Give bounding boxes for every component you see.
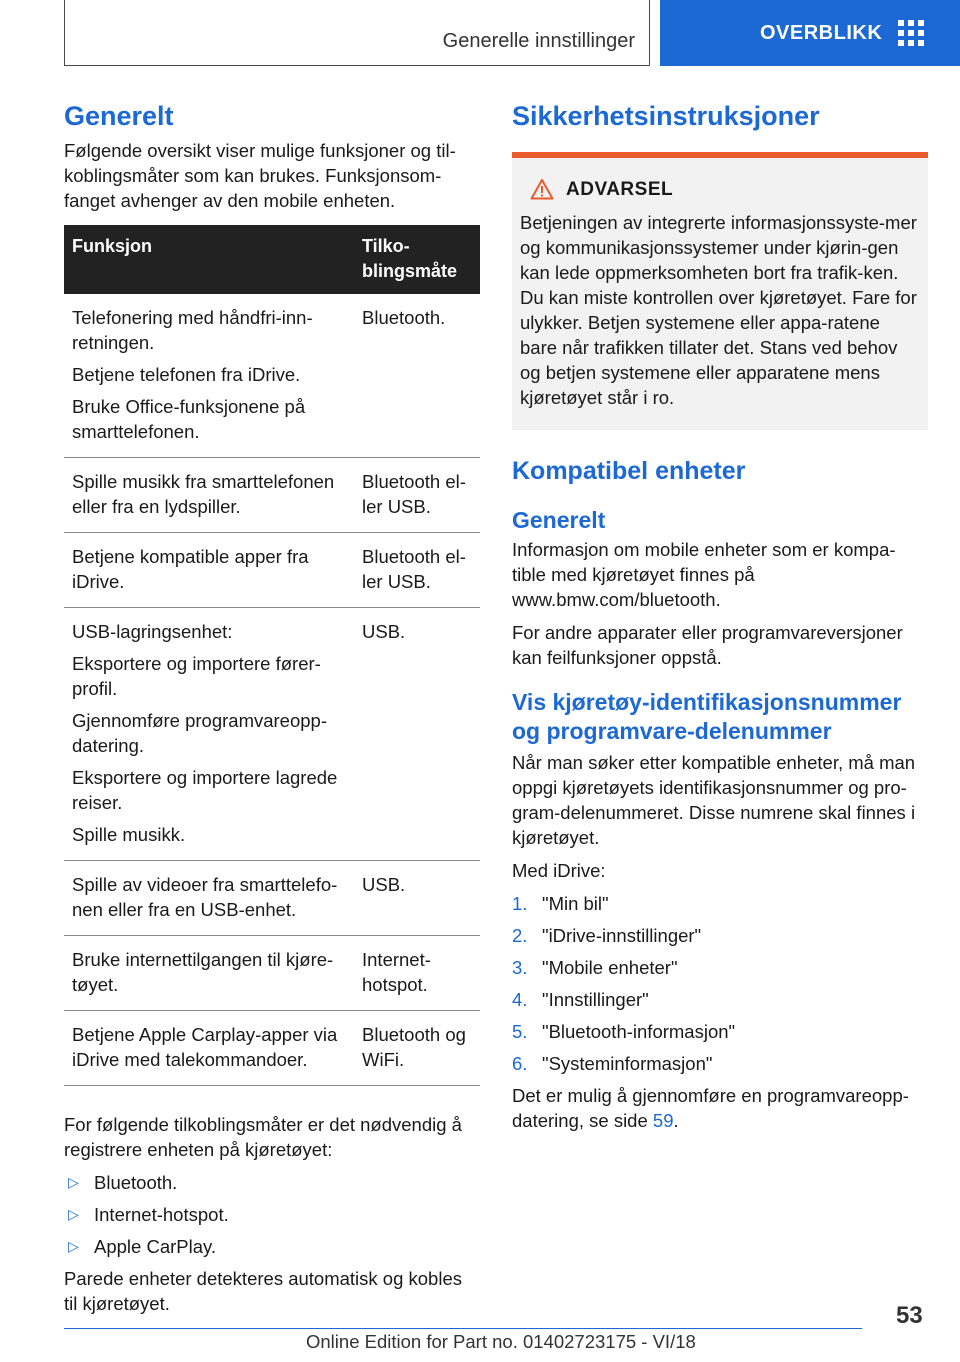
table-body bbox=[64, 294, 480, 1086]
triangle-bullet-icon: ▷ bbox=[68, 1174, 79, 1191]
function-cell bbox=[64, 861, 354, 936]
function-text: Bruke internettilgangen til kjøre-tøyet. bbox=[72, 949, 334, 996]
warning-box bbox=[512, 152, 928, 430]
section-title: Generelle innstillinger bbox=[442, 30, 635, 52]
triangle-bullet-icon: ▷ bbox=[68, 1238, 79, 1255]
function-cell bbox=[64, 936, 354, 1011]
right-column bbox=[512, 100, 928, 1133]
connection-cell: Bluetooth. bbox=[354, 294, 480, 458]
function-cell bbox=[64, 608, 354, 861]
update-text: Det er mulig å gjennomføre en programvareopp-datering, se side 59. bbox=[512, 1084, 909, 1131]
function-text: Eksportere og importere lagrede reiser. bbox=[72, 767, 338, 814]
table-row bbox=[64, 861, 480, 936]
info-text-1: Informasjon om mobile enheter som er kompa-tible med kjøretøyet finnes på www.bmw.com/bluetooth. bbox=[512, 539, 896, 611]
closing-text: Parede enheter detekteres automatisk og kobles til kjøretøyet. bbox=[64, 1268, 462, 1315]
function-cell bbox=[64, 458, 354, 533]
list-item bbox=[512, 923, 928, 948]
col-header-connection: Tilko-blingsmåte bbox=[354, 225, 480, 294]
warning-text: Betjeningen av integrerte informasjonssyste-mer og kommunikasjonssystemer under kjørin-gen kan lede oppmerksomheten bort fra trafik-ken. Du kan miste kontrollen over kjøretøyet. Fare for ulykker. Betjen systemene eller appa-ratene bare når trafikken tillater det. Stans ved behov og betjen systemene eller apparatene mens kjøretøyet står i ro. bbox=[520, 212, 917, 409]
function-cell bbox=[64, 533, 354, 608]
connection-cell: Bluetooth el-ler USB. bbox=[354, 458, 480, 533]
triangle-bullet-icon: ▷ bbox=[68, 1206, 79, 1223]
header-section-box bbox=[64, 0, 650, 66]
table-row bbox=[64, 294, 480, 458]
step-text: "Bluetooth-informasjon" bbox=[542, 1020, 736, 1042]
compat-heading: Kompatibel enheter bbox=[512, 457, 746, 486]
function-text: Spille musikk fra smarttelefonen eller fra en lydspiller. bbox=[72, 471, 335, 518]
function-text: USB-lagringsenhet: bbox=[72, 621, 233, 643]
function-text: Betjene Apple Carplay-apper via iDrive med talekommandoer. bbox=[72, 1024, 338, 1071]
registration-text: For følgende tilkoblingsmåter er det nødvendig å registrere enheten på kjøretøyet: bbox=[64, 1114, 462, 1161]
intro-text: Følgende oversikt viser mulige funksjoner og til-koblingsmåter som kan brukes. Funksjonsom-fanget avhenger av den mobile enheten. bbox=[64, 140, 456, 212]
function-text: Eksportere og importere fører-profil. bbox=[72, 653, 321, 700]
grid-icon bbox=[898, 20, 924, 46]
function-text: Betjene telefonen fra iDrive. bbox=[72, 364, 301, 386]
edition-text: Online Edition for Part no. 01402723175 - VI/18 bbox=[306, 1331, 696, 1352]
table-row bbox=[64, 608, 480, 861]
connection-bullets bbox=[64, 1170, 480, 1259]
list-item bbox=[512, 1051, 928, 1076]
connection-cell: USB. bbox=[354, 608, 480, 861]
step-number: 5. bbox=[512, 1020, 528, 1042]
warning-triangle-icon bbox=[520, 178, 560, 202]
list-item: ▷ Internet-hotspot. bbox=[64, 1202, 480, 1227]
list-item bbox=[512, 955, 928, 980]
function-text: Telefonering med håndfri-inn-retningen. bbox=[72, 307, 313, 354]
warning-header bbox=[520, 178, 920, 202]
list-item bbox=[512, 1019, 928, 1044]
general-subheading: Generelt bbox=[512, 507, 606, 534]
step-number: 2. bbox=[512, 924, 528, 946]
list-item bbox=[512, 891, 928, 916]
function-text: Spille musikk. bbox=[72, 824, 186, 846]
warning-title: ADVARSEL bbox=[566, 179, 674, 201]
left-column bbox=[64, 100, 480, 1316]
list-item bbox=[512, 987, 928, 1012]
function-text: Spille av videoer fra smarttelefo-nen eller fra en USB-enhet. bbox=[72, 874, 338, 921]
step-number: 6. bbox=[512, 1052, 528, 1074]
function-text: Betjene kompatible apper fra iDrive. bbox=[72, 546, 309, 593]
step-text: "Min bil" bbox=[542, 892, 609, 914]
function-text: Bruke Office-funksjonene på smarttelefonen. bbox=[72, 396, 306, 443]
step-number: 1. bbox=[512, 892, 528, 914]
overview-button[interactable] bbox=[660, 0, 960, 66]
info-text-2: For andre apparater eller programvareversjoner kan feilfunksjoner oppstå. bbox=[512, 622, 903, 669]
table-header-row bbox=[64, 225, 480, 294]
connection-cell: Internet-hotspot. bbox=[354, 936, 480, 1011]
page-number: 53 bbox=[896, 1302, 923, 1329]
footer-divider bbox=[64, 1328, 862, 1329]
table-row bbox=[64, 458, 480, 533]
step-text: "iDrive-innstillinger" bbox=[542, 924, 702, 946]
steps-list bbox=[512, 891, 928, 1076]
connection-cell: USB. bbox=[354, 861, 480, 936]
step-text: "Innstillinger" bbox=[542, 988, 649, 1010]
step-text: "Mobile enheter" bbox=[542, 956, 678, 978]
list-item: ▷ Bluetooth. bbox=[64, 1170, 480, 1195]
general-heading: Generelt bbox=[64, 101, 174, 131]
connection-cell: Bluetooth el-ler USB. bbox=[354, 533, 480, 608]
safety-heading: Sikkerhetsinstruksjoner bbox=[512, 101, 820, 131]
vin-text: Når man søker etter kompatible enheter, må man oppgi kjøretøyets identifikasjonsnummer og pro-gram-delenummeret. Disse numrene skal finnes i kjøretøyet. bbox=[512, 751, 916, 848]
step-number: 4. bbox=[512, 988, 528, 1010]
list-item: ▷ Apple CarPlay. bbox=[64, 1234, 480, 1259]
function-text: Gjennomføre programvareopp-datering. bbox=[72, 710, 327, 757]
function-table bbox=[64, 225, 480, 1086]
vin-heading: Vis kjøretøy-identifikasjonsnummer og programvare-delenummer bbox=[512, 689, 902, 744]
step-number: 3. bbox=[512, 956, 528, 978]
connection-cell: Bluetooth og WiFi. bbox=[354, 1011, 480, 1086]
table-row bbox=[64, 533, 480, 608]
col-header-function: Funksjon bbox=[64, 225, 354, 294]
table-row bbox=[64, 936, 480, 1011]
function-cell bbox=[64, 294, 354, 458]
idrive-label: Med iDrive: bbox=[512, 859, 606, 881]
table-row bbox=[64, 1011, 480, 1086]
function-cell bbox=[64, 1011, 354, 1086]
page-link[interactable]: 59 bbox=[652, 1109, 674, 1131]
step-text: "Systeminformasjon" bbox=[542, 1052, 713, 1074]
overview-label: OVERBLIKK bbox=[760, 21, 883, 44]
